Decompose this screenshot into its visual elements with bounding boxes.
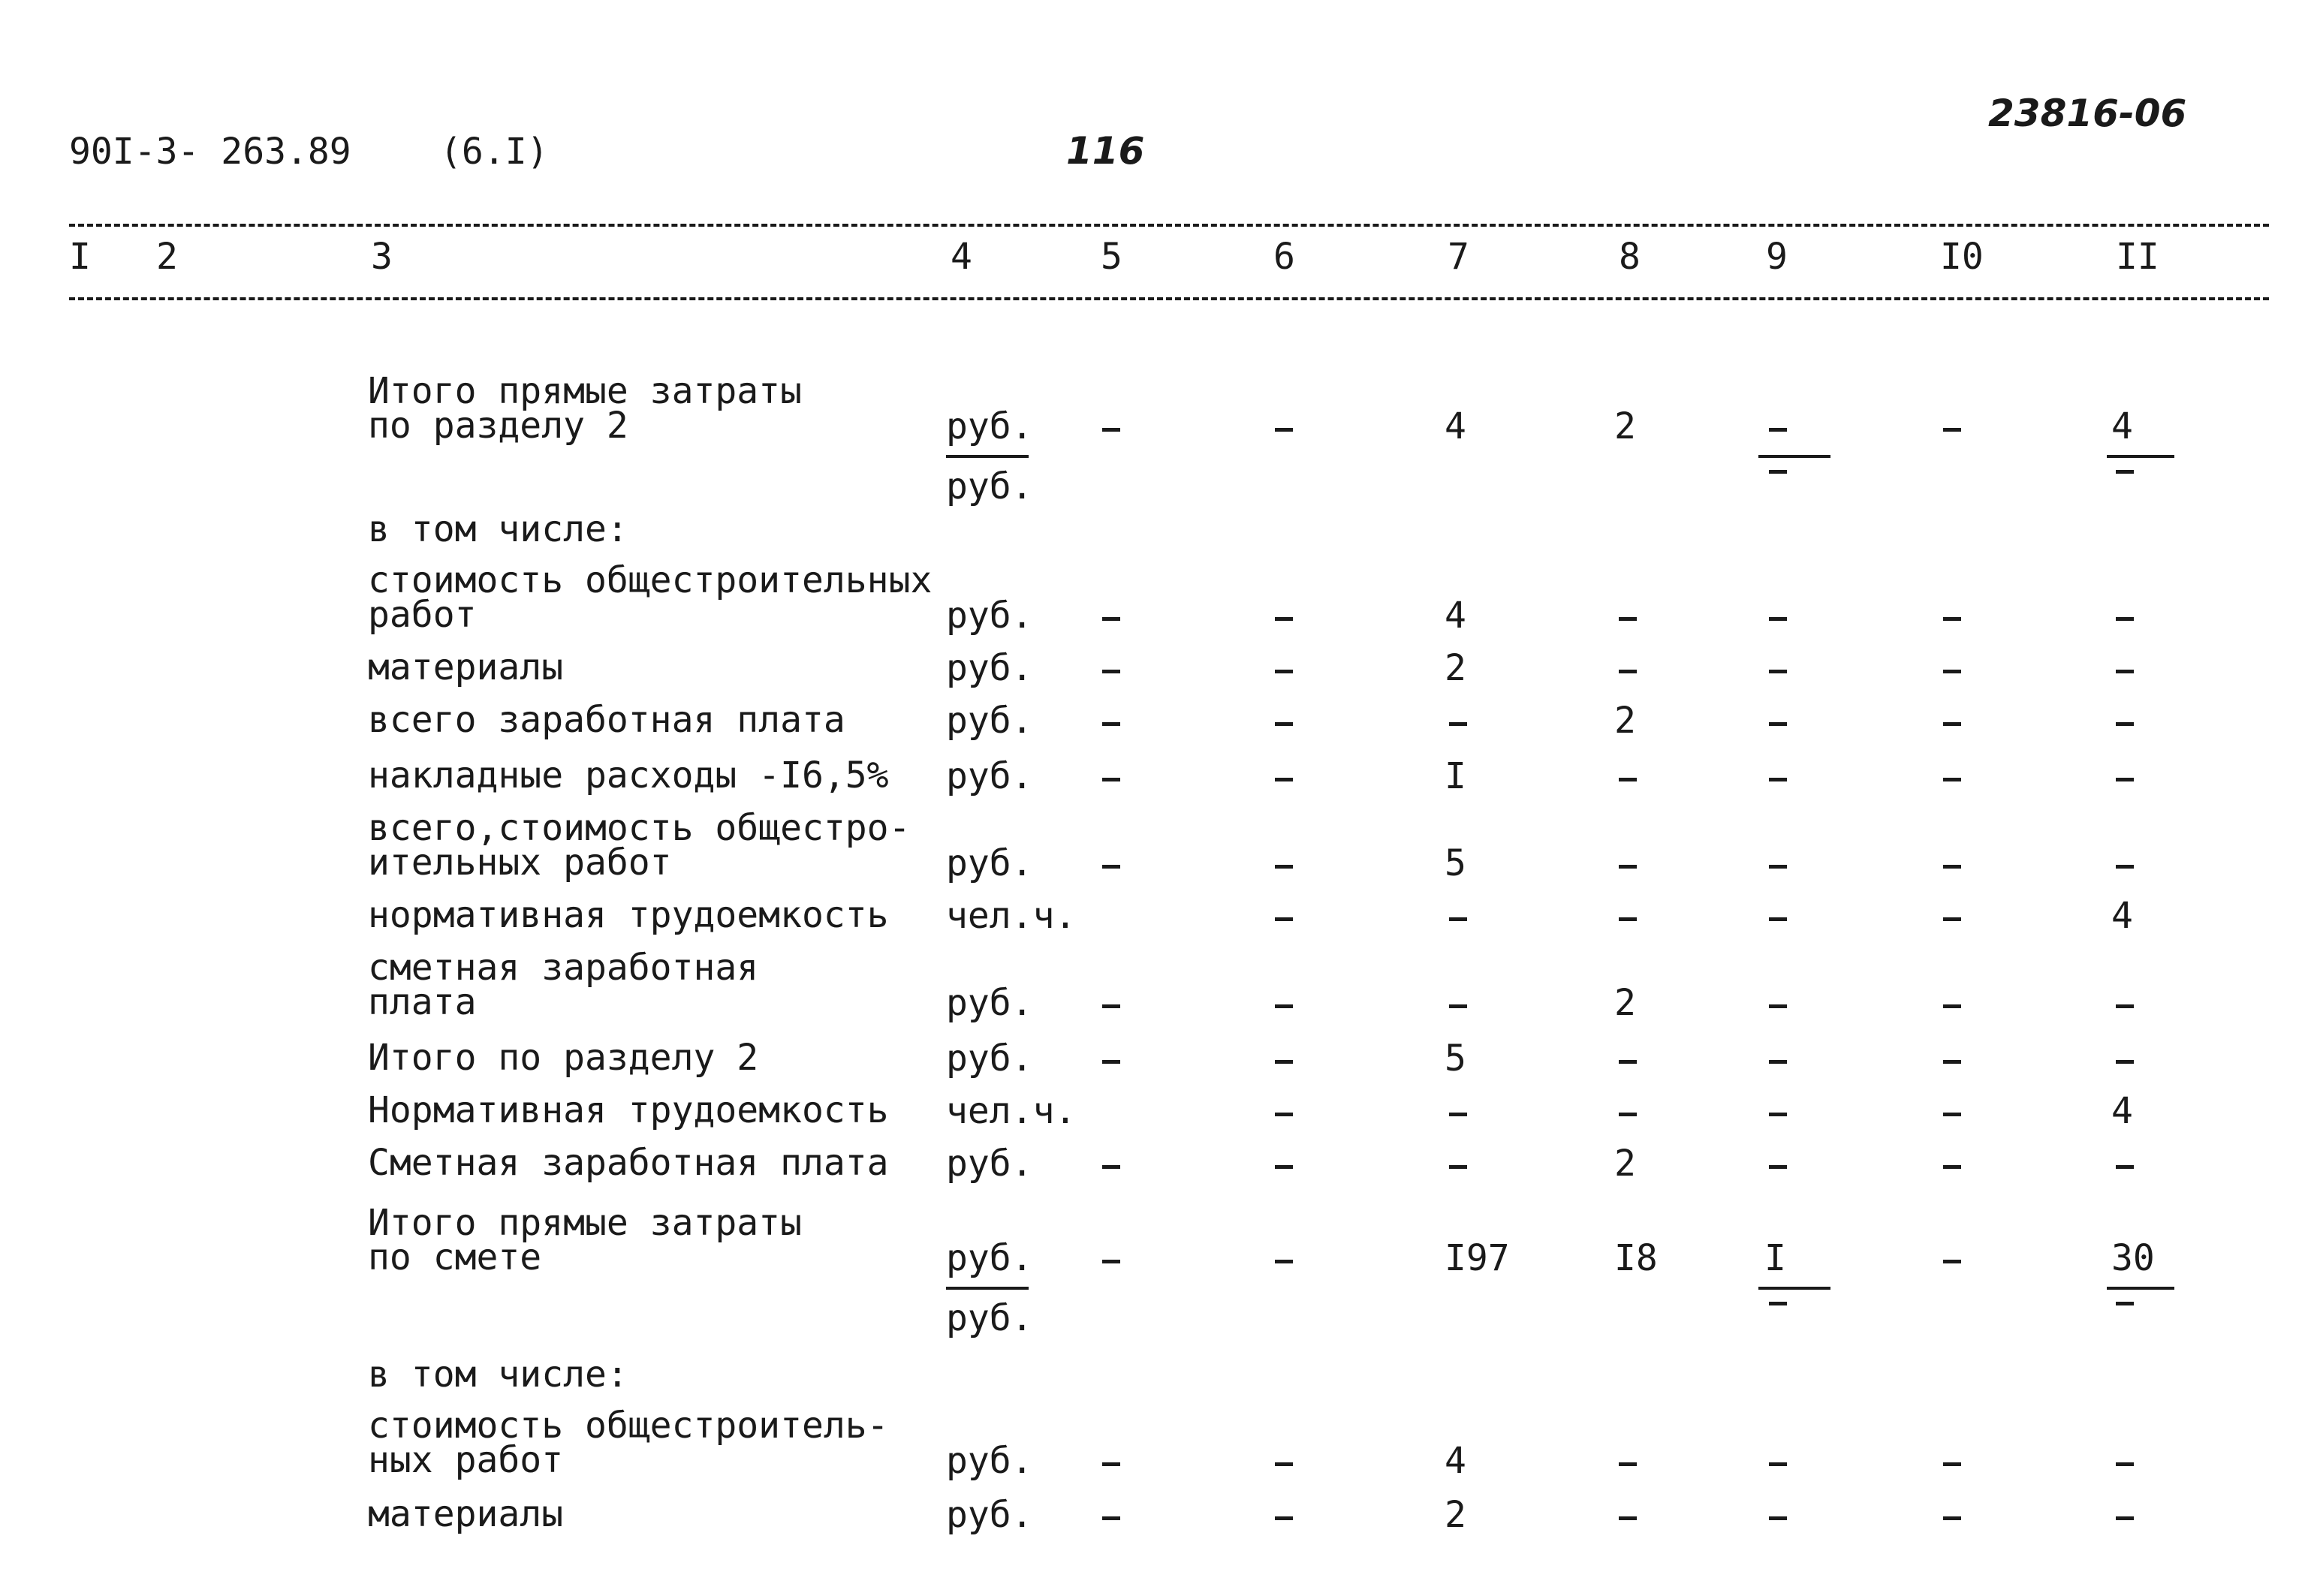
dash-cell <box>1275 617 1293 621</box>
dash-cell <box>1102 722 1120 726</box>
row-label: по смете <box>368 1236 542 1278</box>
dash-cell <box>1102 1260 1120 1263</box>
row-label: сметная заработная <box>368 947 759 989</box>
dash-cell <box>1769 1462 1787 1466</box>
dash-cell <box>1943 670 1961 673</box>
row-label: ных работ <box>368 1439 564 1481</box>
dash-cell <box>1619 1113 1637 1116</box>
row-label: материалы <box>368 646 564 688</box>
value-cell: 4 <box>1445 595 1466 637</box>
row-label: Итого по разделу 2 <box>368 1037 759 1079</box>
dash-cell <box>1769 617 1787 621</box>
archive-number: 23816-06 <box>1988 92 2187 135</box>
unit-cell: руб. <box>946 842 1033 884</box>
dash-cell <box>1275 1516 1293 1520</box>
column-header: 6 <box>1273 236 1295 278</box>
dash-cell <box>1769 1516 1787 1520</box>
dash-cell <box>1102 670 1120 673</box>
dash-cell <box>1275 1260 1293 1263</box>
dash-cell <box>1275 428 1293 432</box>
dash-cell <box>1943 1462 1961 1466</box>
document-code: 90I-3- 263.89 <box>69 131 351 173</box>
dash-cell <box>1769 670 1787 673</box>
row-label: стоимость общестроительных <box>368 559 933 601</box>
dash-cell <box>1943 617 1961 621</box>
dash-cell <box>1102 1516 1120 1520</box>
unit-cell: руб. <box>946 700 1033 742</box>
unit-cell: руб. <box>946 1237 1033 1279</box>
dash-cell <box>1102 778 1120 781</box>
dash-cell <box>1619 1516 1637 1520</box>
dash-cell <box>1102 1165 1120 1169</box>
unit-cell: руб. <box>946 1037 1033 1080</box>
dash-cell <box>2116 1516 2134 1520</box>
fraction-rule <box>2107 1287 2174 1290</box>
dash-cell <box>2116 1302 2134 1305</box>
dash-cell <box>1769 778 1787 781</box>
unit-cell: руб. <box>946 647 1033 689</box>
dash-cell <box>1275 722 1293 726</box>
page-number: 116 <box>1066 129 1145 173</box>
row-label: работ <box>368 594 477 636</box>
unit-cell: руб. <box>946 405 1033 447</box>
row-label: нормативная трудоемкость <box>368 894 889 936</box>
dash-cell <box>1449 917 1467 921</box>
value-cell: 4 <box>1445 1440 1466 1482</box>
row-label: всего заработная плата <box>368 699 845 741</box>
value-cell: I8 <box>1614 1237 1658 1279</box>
row-label: материалы <box>368 1493 564 1535</box>
sub-unit-cell: руб. <box>946 465 1033 507</box>
dash-cell <box>1943 1113 1961 1116</box>
value-cell: 2 <box>1614 982 1636 1024</box>
dash-cell <box>1943 917 1961 921</box>
fraction-rule <box>946 1287 1029 1290</box>
value-cell: 5 <box>1445 842 1466 884</box>
dash-cell <box>1619 617 1637 621</box>
dash-cell <box>1102 428 1120 432</box>
dash-cell <box>2116 722 2134 726</box>
dash-cell <box>1275 917 1293 921</box>
row-label: всего,стоимость общестро- <box>368 807 911 849</box>
dash-cell <box>1943 1260 1961 1263</box>
row-label: Итого прямые затраты <box>368 370 802 412</box>
dash-cell <box>1769 428 1787 432</box>
row-label: плата <box>368 981 477 1023</box>
dash-cell <box>1769 1060 1787 1064</box>
unit-cell: руб. <box>946 1143 1033 1185</box>
dash-cell <box>1943 1516 1961 1520</box>
row-label: по разделу 2 <box>368 405 628 447</box>
dash-cell <box>1769 470 1787 474</box>
dash-cell <box>1275 1113 1293 1116</box>
dash-cell <box>1943 722 1961 726</box>
dash-cell <box>1769 865 1787 869</box>
row-label: стоимость общестроитель- <box>368 1405 889 1447</box>
dash-cell <box>1943 428 1961 432</box>
dash-cell <box>2116 1060 2134 1064</box>
column-header: II <box>2116 236 2159 278</box>
dash-cell <box>1943 1165 1961 1169</box>
fraction-rule <box>1758 1287 1830 1290</box>
dash-cell <box>1102 1462 1120 1466</box>
dash-cell <box>1275 1462 1293 1466</box>
value-cell: I97 <box>1445 1237 1510 1279</box>
dash-cell <box>1619 1462 1637 1466</box>
dash-cell <box>1275 1004 1293 1008</box>
dash-cell <box>1769 917 1787 921</box>
dash-cell <box>1275 778 1293 781</box>
dash-cell <box>1449 1113 1467 1116</box>
unit-cell: руб. <box>946 595 1033 637</box>
dash-cell <box>2116 617 2134 621</box>
section-number: (6.I) <box>440 131 549 173</box>
dash-cell <box>2116 1165 2134 1169</box>
dash-cell <box>2116 1004 2134 1008</box>
dash-cell <box>1619 778 1637 781</box>
dash-cell <box>1449 1004 1467 1008</box>
dash-cell <box>2116 865 2134 869</box>
dash-cell <box>1449 1165 1467 1169</box>
fraction-rule <box>2107 455 2174 458</box>
value-cell: 2 <box>1445 1494 1466 1536</box>
row-label: Итого прямые затраты <box>368 1202 802 1244</box>
dash-cell <box>2116 470 2134 474</box>
column-header: I0 <box>1940 236 1984 278</box>
value-cell: 4 <box>2111 1090 2133 1132</box>
value-cell: 2 <box>1614 700 1636 742</box>
row-label: ительных работ <box>368 842 672 884</box>
value-cell: I <box>1764 1237 1786 1279</box>
dash-cell <box>1619 865 1637 869</box>
dash-cell <box>1275 1165 1293 1169</box>
column-header: 2 <box>156 236 178 278</box>
header-rule-top <box>69 224 2269 227</box>
column-header: 7 <box>1448 236 1469 278</box>
dash-cell <box>2116 1462 2134 1466</box>
column-header: 5 <box>1101 236 1122 278</box>
unit-cell: чел.ч. <box>946 1090 1077 1132</box>
row-label: накладные расходы -I6,5% <box>368 754 889 796</box>
unit-cell: руб. <box>946 1440 1033 1482</box>
dash-cell <box>1449 722 1467 726</box>
sub-unit-cell: руб. <box>946 1297 1033 1339</box>
dash-cell <box>1275 1060 1293 1064</box>
dash-cell <box>1943 1060 1961 1064</box>
dash-cell <box>2116 778 2134 781</box>
dash-cell <box>1102 865 1120 869</box>
row-label: в том числе: <box>368 508 628 550</box>
fraction-rule <box>946 455 1029 458</box>
dash-cell <box>1102 1004 1120 1008</box>
value-cell: I <box>1445 755 1466 797</box>
dash-cell <box>1619 670 1637 673</box>
dash-cell <box>1943 1004 1961 1008</box>
dash-cell <box>2116 670 2134 673</box>
value-cell: 2 <box>1614 1143 1636 1185</box>
dash-cell <box>1769 1113 1787 1116</box>
value-cell: 2 <box>1445 647 1466 689</box>
column-header: 9 <box>1766 236 1788 278</box>
dash-cell <box>1102 1060 1120 1064</box>
unit-cell: руб. <box>946 1494 1033 1536</box>
value-cell: 4 <box>2111 405 2133 447</box>
unit-cell: чел.ч. <box>946 895 1077 937</box>
value-cell: 4 <box>2111 895 2133 937</box>
dash-cell <box>1943 778 1961 781</box>
dash-cell <box>1769 1302 1787 1305</box>
dash-cell <box>1619 917 1637 921</box>
value-cell: 5 <box>1445 1037 1466 1080</box>
dash-cell <box>1619 1060 1637 1064</box>
row-label: в том числе: <box>368 1354 628 1396</box>
dash-cell <box>1102 617 1120 621</box>
value-cell: 4 <box>1445 405 1466 447</box>
fraction-rule <box>1758 455 1830 458</box>
dash-cell <box>1943 865 1961 869</box>
column-header: 3 <box>371 236 393 278</box>
value-cell: 30 <box>2111 1237 2155 1279</box>
dash-cell <box>1769 1004 1787 1008</box>
column-header: 8 <box>1619 236 1641 278</box>
value-cell: 2 <box>1614 405 1636 447</box>
header-rule-bottom <box>69 297 2269 300</box>
dash-cell <box>1275 670 1293 673</box>
row-label: Сметная заработная плата <box>368 1142 889 1184</box>
row-label: Нормативная трудоемкость <box>368 1089 889 1131</box>
dash-cell <box>1769 1165 1787 1169</box>
dash-cell <box>1769 722 1787 726</box>
column-header: I <box>69 236 91 278</box>
unit-cell: руб. <box>946 755 1033 797</box>
column-header: 4 <box>951 236 972 278</box>
unit-cell: руб. <box>946 982 1033 1024</box>
dash-cell <box>1275 865 1293 869</box>
